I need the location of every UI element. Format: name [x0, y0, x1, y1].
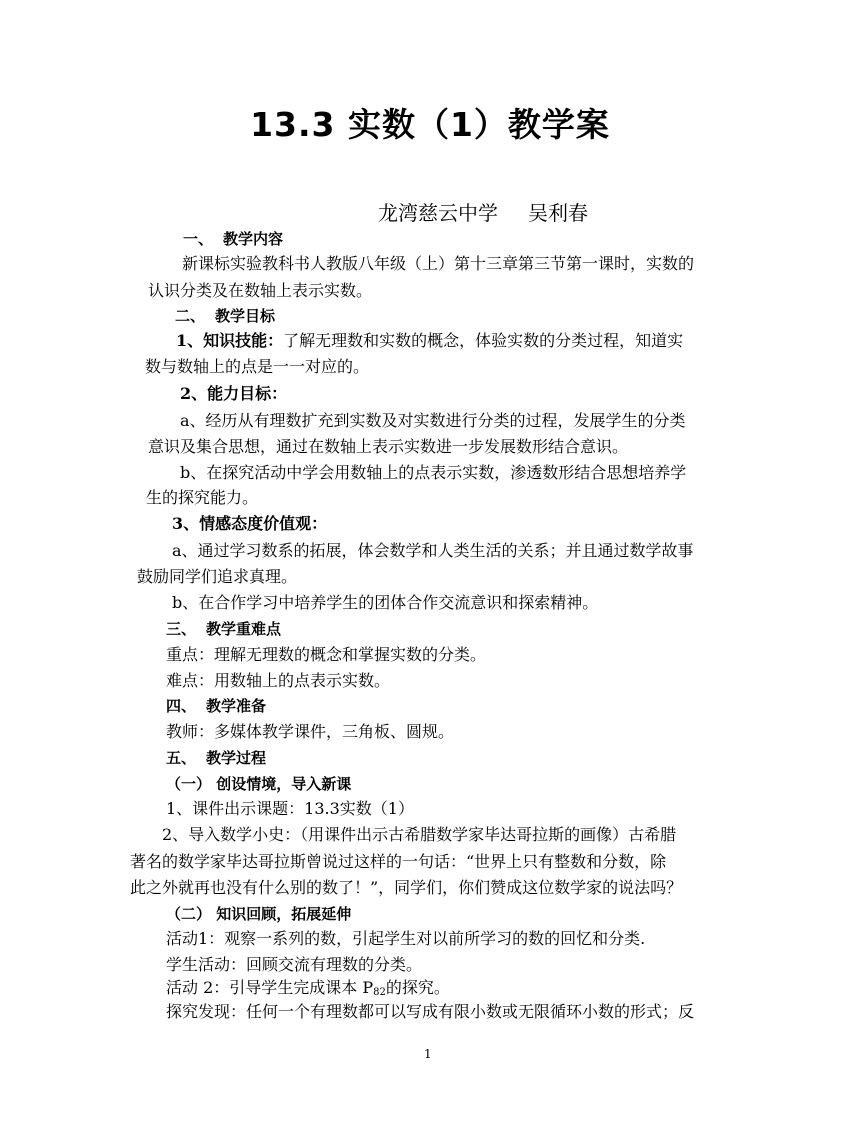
paragraph-line: 生的探究能力。	[146, 488, 259, 507]
subsection-heading: （二） 知识回顾，拓展延伸	[166, 905, 352, 923]
paragraph-line: a、通过学习数系的拓展，体会数学和人类生活的关系；并且通过数学故事	[172, 541, 694, 560]
author-line	[378, 199, 588, 227]
paragraph-line: 著名的数学家毕达哥拉斯曾说过这样的一句话：“世界上只有整数和分数，除	[130, 852, 667, 871]
paragraph-line: 意识及集合思想，通过在数轴上表示实数进一步发展数形结合意识。	[148, 437, 629, 456]
paragraph-line: 鼓励同学们追求真理。	[137, 567, 298, 586]
paragraph-line: 学生活动：回顾交流有理数的分类。	[166, 955, 423, 974]
paragraph-line: 认识分类及在数轴上表示实数。	[148, 281, 373, 300]
document-title: 13.3 实数（1）教学案	[250, 105, 610, 144]
paragraph-line: 数与数轴上的点是一一对应的。	[145, 357, 370, 376]
paragraph-line: b、在合作学习中培养学生的团体合作交流意识和探索精神。	[172, 593, 599, 612]
section-heading-keypoints: 三、 教学重难点	[166, 620, 282, 638]
paragraph-line: 教师：多媒体教学课件，三角板、圆规。	[166, 722, 455, 741]
section-heading-preparation: 四、 教学准备	[166, 697, 267, 715]
subheading-attitude: 3、情感态度价值观：	[172, 514, 328, 533]
paragraph-line: 活动 2：引导学生完成课本 $P_{82}$的探究。	[166, 978, 450, 998]
paragraph-line: 活动1：观察一系列的数，引起学生对以前所学习的数的回忆和分类.	[166, 929, 646, 948]
subheading-ability: 2、能力目标：	[180, 384, 288, 403]
paragraph-line: b、在探究活动中学会用数轴上的点表示实数，渗透数形结合思想培养学	[180, 463, 687, 482]
paragraph-line: 难点：用数轴上的点表示实数。	[166, 671, 391, 690]
section-heading-goals: 二、 教学目标	[175, 307, 276, 325]
paragraph-line: 2、导入数学小史：（用课件出示古希腊数学家毕达哥拉斯的画像）古希腊	[162, 825, 677, 844]
paragraph-line: 1、课件出示课题：13.3实数（1）	[166, 799, 414, 818]
paragraph-line: 新课标实验教科书人教版八年级（上）第十三章第三节第一课时，实数的	[182, 254, 695, 273]
paragraph-line: 1、知识技能：了解无理数和实数的概念，体验实数的分类过程，知道实	[176, 331, 684, 350]
section-heading-process: 五、 教学过程	[166, 749, 267, 767]
paragraph-line: 此之外就再也没有什么别的数了！”，同学们，你们赞成这位数学家的说法吗？	[130, 878, 683, 897]
section-heading-content: 一、 教学内容	[183, 230, 284, 248]
page-number: 1	[424, 1047, 432, 1061]
paragraph-line: a、经历从有理数扩充到实数及对实数进行分类的过程，发展学生的分类	[180, 411, 686, 430]
author-school: 龙湾慈云中学	[378, 201, 498, 225]
paragraph-line: 探究发现：任何一个有理数都可以写成有限小数或无限循环小数的形式；反	[166, 1002, 695, 1021]
subsection-heading: （一） 创设情境，导入新课	[166, 775, 352, 793]
paragraph-line: 重点：理解无理数的概念和掌握实数的分类。	[166, 645, 487, 664]
author-name: 吴利春	[528, 201, 588, 225]
